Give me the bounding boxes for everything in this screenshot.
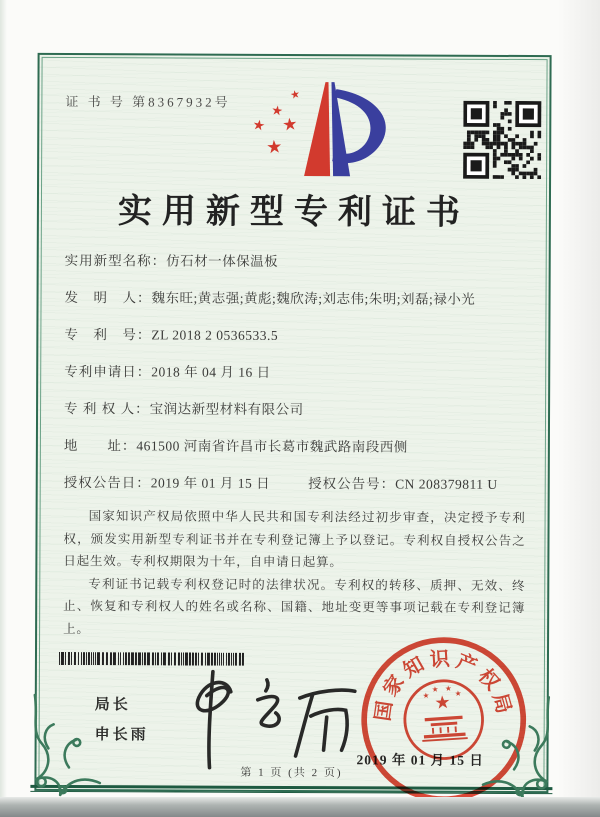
star-icon: ★	[270, 102, 285, 119]
svg-text:权: 权	[473, 664, 504, 695]
certificate-number: 证 书 号 第8367932号	[65, 94, 231, 110]
field-label: 专利申请日：	[64, 364, 152, 380]
field-row-patent-no	[64, 325, 524, 346]
star-icon: ★	[265, 136, 283, 158]
cnipa-stars-p-logo-icon	[244, 76, 394, 183]
qr-code-icon	[463, 101, 541, 179]
legal-paragraph: 专利证书记载专利权登记时的法律状况。专利权的转移、质押、无效、终止、恢复和专利权人的姓名或名称、国籍、地址变更等事项记载在专利登记簿上。	[63, 576, 526, 636]
svg-text:局: 局	[488, 690, 515, 716]
field-list	[64, 251, 525, 494]
commissioner-title: 局长	[94, 697, 131, 714]
svg-text:识: 识	[429, 648, 451, 672]
star-icon: ★	[251, 117, 267, 135]
certificate-sheet	[34, 53, 551, 793]
field-label: 专 利 号：	[64, 327, 152, 343]
commissioner-name: 申长雨	[94, 727, 149, 744]
field-label: 专 利 权 人：	[64, 401, 150, 417]
photo-edge	[0, 0, 7, 799]
field-row-address	[64, 436, 524, 457]
field-value: 2018 年 04 月 16 日	[151, 364, 271, 380]
field-row-grant	[64, 473, 524, 494]
corner-ornament-icon	[22, 689, 108, 801]
grant-number	[308, 474, 498, 494]
field-label: 发 明 人：	[64, 290, 152, 306]
star-icon: ★	[281, 114, 299, 135]
seal-date: 2019 年 01 月 15 日	[356, 752, 484, 768]
photo-edge-shadow	[0, 797, 600, 817]
svg-text:国: 国	[372, 699, 397, 723]
legal-text	[63, 505, 526, 642]
svg-text:知: 知	[399, 653, 429, 683]
logo-shape	[244, 76, 394, 183]
grant-date	[64, 473, 270, 493]
page-footer: 第 1 页 (共 2 页)	[240, 766, 343, 780]
svg-text:★: ★	[431, 684, 439, 694]
field-row-inventors	[65, 288, 525, 309]
field-row-filing-date	[64, 362, 524, 383]
signature-handwriting	[154, 661, 370, 780]
field-label: 授权公告号：	[308, 476, 396, 492]
corner-ornament-icon	[474, 691, 560, 803]
field-value: 宝润达新型材料有限公司	[149, 401, 304, 418]
field-label: 实用新型名称：	[64, 253, 167, 269]
field-label: 地 址：	[63, 438, 137, 454]
field-row-name	[65, 251, 525, 272]
star-icon: ★	[289, 88, 302, 102]
svg-text:★: ★	[454, 688, 462, 699]
field-value: 魏东旺;黄志强;黄彪;魏欣涛;刘志伟;朱明;刘磊;禄小光	[151, 290, 476, 307]
field-value: 461500 河南省许昌市长葛市魏武路南段西侧	[136, 438, 408, 455]
field-value: CN 208379811 U	[395, 476, 498, 492]
field-value: 仿石材一体保温板	[166, 253, 279, 269]
svg-text:★: ★	[433, 691, 452, 713]
field-row-patentee	[64, 399, 524, 420]
field-value: ZL 2018 2 0536533.5	[151, 327, 279, 343]
certificate-title: 实用新型专利证书	[117, 193, 470, 232]
svg-text:★: ★	[422, 690, 430, 701]
svg-text:家: 家	[379, 671, 409, 701]
svg-text:产: 产	[453, 650, 480, 679]
svg-text:★: ★	[444, 683, 452, 694]
legal-paragraph: 国家知识产权局依照中华人民共和国专利法经过初步审查，决定授予专利权，颁发实用新型专利证书并在专利登记簿上予以登记。专利权自授权公告之日起生效。专利权期限为十年，自申请日起算。	[63, 509, 526, 570]
field-label: 授权公告日：	[63, 475, 151, 491]
field-value: 2019 年 01 月 15 日	[150, 475, 271, 491]
